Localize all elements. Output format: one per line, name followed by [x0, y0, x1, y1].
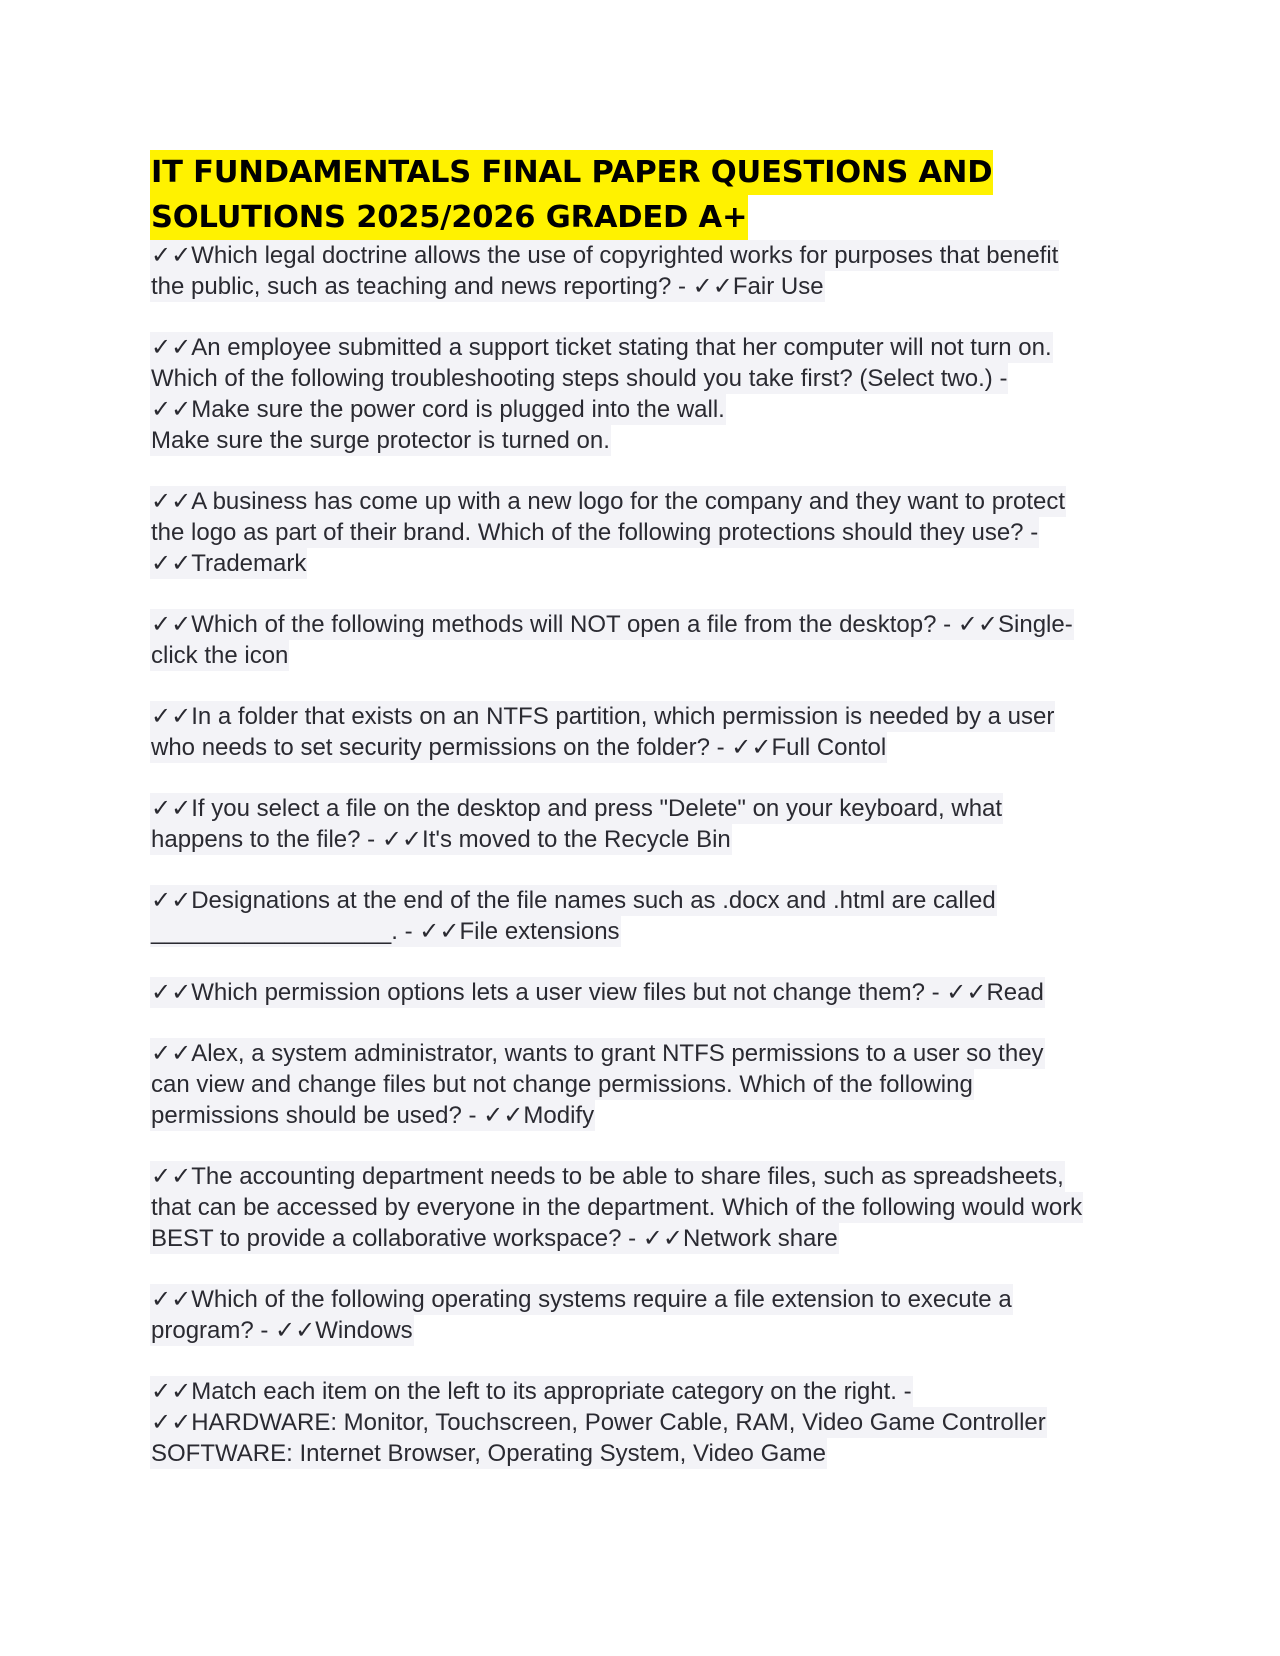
- qa-line-row: [150, 1376, 1150, 1407]
- qa-item: [150, 1161, 1150, 1254]
- qa-line: Make sure the surge protector is turned on.: [151, 427, 610, 454]
- qa-line-row: [150, 793, 1150, 824]
- qa-line: program? - ✓✓Windows: [151, 1317, 413, 1344]
- qa-line: the public, such as teaching and news reporting? - ✓✓Fair Use: [151, 273, 824, 300]
- qa-line-row: [150, 486, 1150, 517]
- qa-item: [150, 977, 1150, 1008]
- qa-item: [150, 1038, 1150, 1131]
- title-line-2: SOLUTIONS 2025/2026 GRADED A+: [150, 195, 748, 240]
- qa-line: ✓✓Which permission options lets a user view files but not change them? - ✓✓Read: [151, 979, 1044, 1006]
- qa-line: ✓✓Designations at the end of the file names such as .docx and .html are called: [151, 887, 996, 914]
- qa-line-row: [150, 363, 1150, 394]
- qa-line: ✓✓Which of the following methods will NOT open a file from the desktop? - ✓✓Single-: [151, 611, 1073, 638]
- qa-line: can view and change files but not change permissions. Which of the following: [151, 1071, 973, 1098]
- qa-line: ✓✓In a folder that exists on an NTFS partition, which permission is needed by a user: [151, 703, 1055, 730]
- qa-line: ✓✓Make sure the power cord is plugged into the wall.: [151, 396, 725, 423]
- qa-line: the logo as part of their brand. Which of the following protections should they use? -: [151, 519, 1039, 546]
- qa-line-row: [150, 1407, 1150, 1438]
- qa-line: who needs to set security permissions on the folder? - ✓✓Full Contol: [151, 734, 887, 761]
- qa-line: that can be accessed by everyone in the department. Which of the following would work: [151, 1194, 1083, 1221]
- qa-line: Which of the following troubleshooting steps should you take first? (Select two.) -: [151, 365, 1008, 392]
- qa-line-row: [150, 1069, 1150, 1100]
- qa-line: __________________. - ✓✓File extensions: [151, 918, 620, 945]
- qa-line-row: [150, 885, 1150, 916]
- qa-line-row: [150, 517, 1150, 548]
- qa-line-row: [150, 609, 1150, 640]
- qa-line-row: [150, 271, 1150, 302]
- qa-item: [150, 609, 1150, 671]
- qa-line: ✓✓The accounting department needs to be able to share files, such as spreadsheets,: [151, 1163, 1064, 1190]
- qa-line-row: [150, 1284, 1150, 1315]
- qa-line: ✓✓Match each item on the left to its appropriate category on the right. -: [151, 1378, 912, 1405]
- qa-line: SOFTWARE: Internet Browser, Operating System, Video Game: [151, 1440, 826, 1467]
- qa-item: [150, 1284, 1150, 1346]
- document-page: [150, 150, 1150, 1499]
- qa-line: click the icon: [151, 642, 289, 669]
- qa-line-row: [150, 1315, 1150, 1346]
- qa-item: [150, 885, 1150, 947]
- qa-line-row: [150, 916, 1150, 947]
- qa-item: [150, 486, 1150, 579]
- qa-line-row: [150, 1161, 1150, 1192]
- qa-line-row: [150, 1100, 1150, 1131]
- qa-line-row: [150, 824, 1150, 855]
- qa-line-row: [150, 425, 1150, 456]
- qa-line-row: [150, 732, 1150, 763]
- qa-line: ✓✓Trademark: [151, 550, 307, 577]
- qa-line-row: [150, 640, 1150, 671]
- qa-line: ✓✓Which legal doctrine allows the use of copyrighted works for purposes that benefit: [151, 242, 1059, 269]
- qa-list: [150, 240, 1150, 1469]
- qa-line: ✓✓HARDWARE: Monitor, Touchscreen, Power Cable, RAM, Video Game Controller: [151, 1409, 1046, 1436]
- qa-item: [150, 793, 1150, 855]
- qa-line: ✓✓If you select a file on the desktop and press "Delete" on your keyboard, what: [151, 795, 1003, 822]
- qa-line-row: [150, 332, 1150, 363]
- qa-line: permissions should be used? - ✓✓Modify: [151, 1102, 595, 1129]
- qa-line: BEST to provide a collaborative workspace? - ✓✓Network share: [151, 1225, 838, 1252]
- qa-line-row: [150, 977, 1150, 1008]
- qa-line-row: [150, 240, 1150, 271]
- qa-line-row: [150, 394, 1150, 425]
- qa-item: [150, 1376, 1150, 1469]
- qa-line-row: [150, 1223, 1150, 1254]
- qa-item: [150, 240, 1150, 302]
- qa-line: ✓✓An employee submitted a support ticket stating that her computer will not turn on.: [151, 334, 1052, 361]
- qa-line-row: [150, 1192, 1150, 1223]
- document-title: [150, 150, 1150, 240]
- title-line-1: IT FUNDAMENTALS FINAL PAPER QUESTIONS AND: [150, 150, 993, 195]
- qa-line: happens to the file? - ✓✓It's moved to the Recycle Bin: [151, 826, 731, 853]
- qa-line: ✓✓A business has come up with a new logo for the company and they want to protect: [151, 488, 1066, 515]
- qa-line-row: [150, 701, 1150, 732]
- qa-item: [150, 332, 1150, 456]
- qa-line: ✓✓Alex, a system administrator, wants to grant NTFS permissions to a user so they: [151, 1040, 1044, 1067]
- qa-line-row: [150, 1038, 1150, 1069]
- qa-item: [150, 701, 1150, 763]
- qa-line-row: [150, 548, 1150, 579]
- qa-line: ✓✓Which of the following operating systems require a file extension to execute a: [151, 1286, 1012, 1313]
- qa-line-row: [150, 1438, 1150, 1469]
